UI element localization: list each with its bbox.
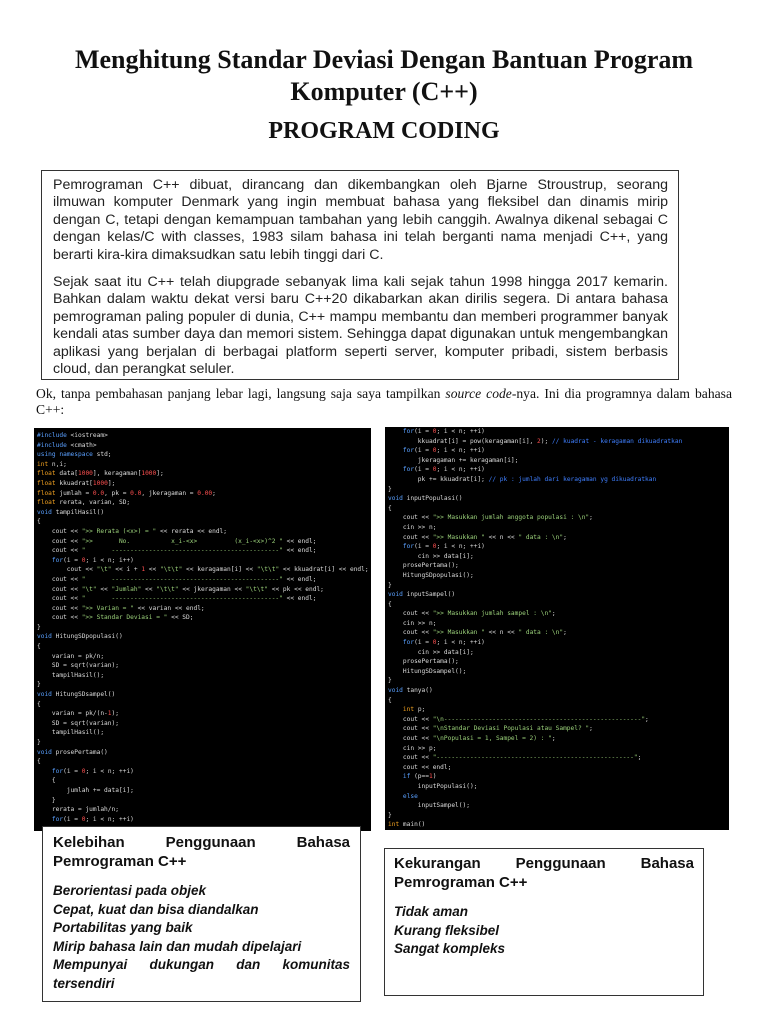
code-line: cout << "\nStandar Deviasi Populasi atau Sampel? "; [388, 725, 593, 733]
list-item: Tidak aman [394, 904, 469, 919]
code-line: void inputSampel() [388, 591, 456, 599]
code-line: } [37, 739, 41, 746]
code-screenshot-left [34, 428, 371, 831]
code-line: { [37, 643, 41, 651]
intro-paragraph-2: Sejak saat itu C++ telah diupgrade sebanyak lima kali sejak tahun 1998 hingga 2017 kemarin. Bahkan dalam waktu dekat versi baru C++20 dikabarkan akan dirilis segera. Di antara bahasa pemrograman paling populer di dunia, C++ mampu membantu dan memberi programmer banyak kendali atas sumber daya dan memori sistem. Sehingga dapat digunakan untuk mengembangkan aplikasi yang berjalan di berbagai platform seperti server, komputer pribadi, sistem berbasis cloud, dan perangkat seluler. [53, 274, 668, 378]
lead-paragraph [36, 386, 732, 418]
code-line: tampilHasil(); [37, 671, 105, 679]
code-line: int p; [402, 706, 426, 714]
code-line: void tampilHasil() [37, 508, 105, 516]
code-line: for(i = 0; i < n; ++i) [51, 767, 134, 775]
code-line: { [388, 600, 392, 608]
code-line: jumlah += data[i]; [37, 786, 134, 794]
code-line: void inputPopulasi() [388, 495, 463, 503]
code-line: cout << ">> Masukkan jumlah anggota populasi : \n"; [388, 514, 593, 522]
lead-emphasis: source code [445, 386, 512, 401]
code-line: if (p==1) [402, 773, 437, 781]
code-line: pk += kkuadrat[i]; // pk : jumlah dari keragaman yg dikuadratkan [388, 475, 657, 483]
code-line: SD = sqrt(varian); [37, 662, 119, 670]
code-line: } [388, 811, 392, 819]
code-line: cout << "\n-----------------------------------------------------"; [388, 715, 649, 723]
list-item: Kurang fleksibel [394, 922, 500, 938]
code-line: } [388, 581, 392, 589]
code-line: int main() [388, 821, 426, 829]
code-line: void HitungSDpopulasi() [37, 633, 123, 641]
code-line: { [388, 504, 392, 512]
code-line: cout << " ---------------------------------------------" << endl; [37, 595, 317, 603]
code-line: cout << ">> Masukkan " << n << " data : \n"; [388, 629, 567, 637]
code-line: HitungSDsampel(); [388, 667, 467, 675]
code-line: varian = pk/(n-1); [37, 710, 119, 718]
code-line: } [37, 681, 41, 689]
code-line: cin >> data[i]; [388, 648, 474, 656]
code-line: void HitungSDsampel() [37, 691, 116, 699]
kelebihan-box [42, 826, 361, 1002]
code-line: cout << ">> Varian = " << varian << endl; [37, 604, 205, 612]
code-line: for(i = 0; i < n; ++i) [402, 428, 485, 435]
list-item: Portabilitas yang baik [53, 920, 193, 935]
code-line: } [37, 796, 56, 804]
code-line: #include <cmath> [37, 441, 97, 449]
code-line: kkuadrat[i] = pow(keragaman[i], 2); // kuadrat - keragaman dikuadratkan [388, 437, 683, 445]
code-line: for(i = 0; i < n; ++i) [402, 447, 485, 455]
code-line: using namespace std; [37, 451, 112, 459]
code-line: cin >> n; [388, 619, 437, 627]
code-line: SD = sqrt(varian); [37, 719, 119, 727]
lead-text-before: Ok, tanpa pembahasan panjang lebar lagi, langsung saja saya tampilkan [36, 386, 446, 401]
code-line: rerata = jumlah/n; [37, 806, 119, 814]
code-line: inputSampel(); [388, 802, 470, 810]
code-line: cout << "\nPopulasi = 1, Sampel = 2) : "; [388, 735, 556, 742]
code-line: cout << "\t" << i + 1 << "\t\t" << keragaman[i] << "\t\t" << kkuadrat[i] << endl; [37, 566, 369, 574]
code-line: { [37, 518, 41, 526]
code-line: { [388, 696, 392, 704]
code-line: inputPopulasi(); [388, 782, 478, 790]
code-line: int n,i; [37, 460, 67, 468]
code-line: cout << " ---------------------------------------------" << endl; [37, 575, 317, 583]
code-line: void tanya() [388, 687, 433, 695]
code-line: for(i = 0; i < n; ++i) [402, 543, 485, 551]
code-line: { [37, 700, 41, 708]
code-line: float data[1000], keragaman[1000]; [37, 470, 164, 478]
code-line: tampilHasil(); [37, 729, 105, 737]
code-line: cout << ">> No. x_i-<x> (x_i-<x>)^2 " << endl; [37, 537, 317, 545]
section-title: PROGRAM CODING [268, 118, 500, 144]
code-line: prosePertama(); [388, 562, 459, 570]
code-line: cout << "\t" << "Jumlah" << "\t\t" << jkeragaman << "\t\t" << pk << endl; [37, 585, 324, 593]
kelebihan-heading: Kelebihan Penggunaan Bahasa Pemrograman C++ [53, 834, 350, 870]
code-line: float kkuadrat[1000]; [37, 479, 116, 487]
code-line: varian = pk/n; [37, 652, 105, 660]
code-line: cout << ">> Standar Deviasi = " << SD; [37, 614, 194, 622]
code-line: } [37, 623, 41, 631]
kekurangan-heading: Kekurangan Penggunaan Bahasa Pemrograman C++ [394, 855, 694, 891]
kekurangan-box [384, 848, 704, 996]
list-item: Mirip bahasa lain dan mudah dipelajari [53, 938, 302, 954]
lead-text-after: -nya. Ini dia programnya dalam bahasa C++: [36, 386, 732, 417]
code-line: cout << "-----------------------------------------------------"; [388, 754, 642, 762]
code-line: float jumlah = 0.0, pk = 0.0, jkeragaman = 0.00; [37, 489, 216, 497]
code-line: cin >> data[i]; [388, 552, 474, 560]
code-line: #include <iostream> [37, 432, 108, 439]
code-line: cout << " ---------------------------------------------" << endl; [37, 547, 317, 555]
code-line: for(i = 0; i < n; ++i) [51, 815, 134, 823]
code-line: void prosePertama() [37, 748, 108, 756]
code-line: float rerata, varian, SD; [37, 499, 131, 507]
code-line: prosePertama(); [388, 658, 459, 666]
code-line: { [37, 758, 41, 766]
code-line: cout << ">> Masukkan " << n << " data : \n"; [388, 533, 567, 541]
code-line: { [37, 777, 56, 785]
list-item: Berorientasi pada objek [53, 883, 207, 898]
page-title: Menghitung Standar Deviasi Dengan Bantuan Program Komputer (C++) [74, 45, 694, 106]
code-line: jkeragaman += keragaman[i]; [388, 456, 519, 464]
code-line: } [388, 485, 392, 493]
code-line: cout << ">> Masukkan jumlah sampel : \n"; [388, 610, 556, 618]
code-line: } [388, 677, 392, 685]
code-line: for(i = 0; i < n; ++i) [402, 466, 485, 474]
kekurangan-list [394, 903, 694, 959]
code-line: for(i = 0; i < n; i++) [51, 556, 134, 564]
code-line: cin >> n; [388, 523, 437, 531]
intro-paragraph-1: Pemrograman C++ dibuat, dirancang dan dikembangkan oleh Bjarne Stroustrup, seorang ilmuwan komputer Denmark yang ingin membuat bahasa yang fleksibel dan dinamis mirip dengan C, tetapi dengan kemampuan tambahan yang lebih canggih. Awalnya dikenal sebagai C dengan kelas/C with classes, 1983 silam bahasa ini telah berganti nama menjadi C++, yang berarti kira-kira dimaksudkan satu lebih tinggi dari C. [53, 177, 668, 263]
code-line: HitungSDpopulasi(); [388, 571, 474, 579]
code-line: cin >> p; [388, 744, 437, 752]
list-item: Cepat, kuat dan bisa diandalkan [53, 901, 259, 917]
kelebihan-list [53, 882, 350, 993]
code-line: cout << endl; [388, 763, 452, 771]
intro-box [41, 170, 679, 380]
list-item: Sangat kompleks [394, 941, 506, 956]
code-line: else [402, 792, 418, 800]
code-screenshot-right [385, 427, 729, 830]
list-item: Mempunyai dukungan dan komunitas tersendiri [53, 957, 350, 991]
code-line: cout << ">> Rerata (<x>) = " << rerata << endl; [37, 527, 227, 535]
code-line: for(i = 0; i < n; ++i) [402, 639, 485, 647]
